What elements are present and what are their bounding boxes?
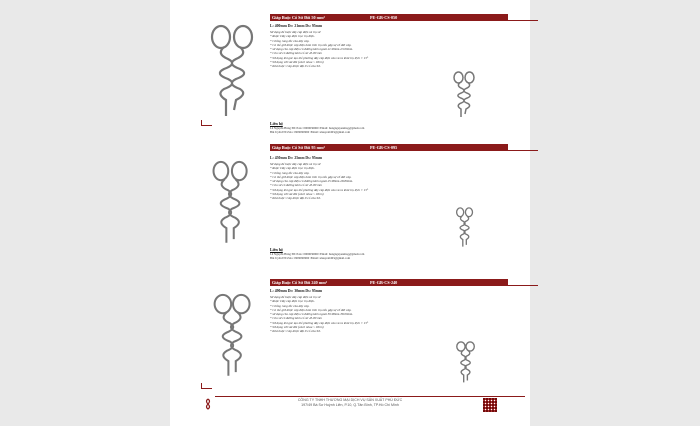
company-logo-icon	[204, 398, 212, 410]
bullet: * Cho sứ có đường kính cổ sứ 43-80 mm	[270, 316, 322, 321]
product-section-2	[170, 144, 530, 264]
bullet: * Sử dụng khi góc tạo thể phương dây cáp điện vào và ra khỏi trụ lệch > 15°	[270, 320, 369, 325]
title-rule	[408, 20, 538, 21]
title-rule	[408, 150, 538, 151]
product-bullets	[270, 295, 368, 334]
product-section-1	[170, 14, 530, 134]
bullet: * Sử dụng với vải đôi (cách nhau ~ 18cm)	[270, 192, 324, 197]
product-bullets	[270, 30, 368, 69]
bullet: * Ruột: Dây cáp điện trục trụ điện.	[270, 34, 315, 39]
bullet: * Ruột: Dây cáp điện trục trụ điện.	[270, 299, 315, 304]
bullet: * Sử dụng với vải đôi (cách nhau ~ 18cm)	[270, 60, 324, 65]
product-image-small	[452, 70, 477, 122]
product-image-large	[210, 293, 256, 385]
contact-row: Lê Nguyễn Hùng ĐT/Zalo: 0909636960 /Email: hungnguyenmag@gmail.com	[270, 252, 365, 256]
product-dimensions: L: 490mm Dc: 30mm Ds: 95mm	[270, 289, 322, 293]
contact-title: Liên hệ	[270, 121, 283, 126]
product-code: PE-GB-CS-095	[370, 145, 398, 150]
product-image-small	[454, 206, 476, 252]
bullet: * Chống rung lắc của dây cáp.	[270, 303, 310, 308]
product-title: Giáp Buộc Cổ Sứ Đôi 50 mm²	[272, 15, 325, 20]
bullet: * Chống rung lắc của dây cáp.	[270, 38, 310, 43]
bullet: * Có thể giữ được cáp điện luôn trên trụ nếu gặp sự cố đứt cáp.	[270, 174, 352, 179]
product-bullets	[270, 162, 368, 201]
corner-mark	[201, 120, 212, 126]
product-dimensions: L: 400mm Dc: 21mm Ds: 95mm	[270, 24, 322, 28]
footer	[240, 398, 460, 407]
bullet: * Cho sứ có đường kính cổ sứ 43-80 mm	[270, 51, 322, 56]
contact-row: Bùi Uyên ĐT/Zalo: 0909090960 /Email: uluuyenbl63@gmail.com	[270, 130, 351, 134]
bullet: * Sử dụng với vải đôi (cách nhau ~ 18cm)	[270, 325, 324, 330]
bullet: * Khả buộc: Cáp được đặt ở cổ của Sứ.	[270, 64, 321, 69]
product-code: PE-GB-CS-240	[370, 280, 398, 285]
title-rule	[408, 285, 538, 286]
bullet: * Khả buộc: Cáp được đặt ở cổ của Sứ.	[270, 196, 321, 201]
product-image-small	[454, 341, 478, 387]
bullet: Sử dụng để buộc dây cáp điện và trụ sứ	[270, 30, 321, 34]
bullet: * Khả buộc: Cáp được đặt ở cổ của Sứ.	[270, 329, 321, 334]
bullet: Sử dụng để buộc dây cáp điện và trụ sứ	[270, 162, 321, 166]
bullet: * Chống rung lắc của dây cáp.	[270, 170, 310, 175]
contact-title: Liên hệ	[270, 247, 283, 252]
contact-row: Lê Nguyễn Hùng ĐT/Zalo: 0909636960 /Email: hungnguyenmag@gmail.com	[270, 126, 365, 130]
product-image-large	[208, 24, 258, 124]
contact-block	[270, 122, 364, 134]
bullet: * Cho sứ có đường kính cổ sứ 43-80 mm	[270, 183, 322, 188]
bullet: Sử dụng để buộc dây cáp điện và trụ sứ	[270, 295, 321, 299]
contact-block	[270, 248, 364, 260]
bullet: * Sử dụng khi góc tạo thể phương dây cáp điện vào và ra khỏi trụ lệch > 15°	[270, 187, 369, 192]
footer-company: CÔNG TY TNHH THƯƠNG MẠI DỊCH VỤ SẢN XUẤT PHÚ ĐỨC	[297, 398, 403, 402]
footer-address: 197/49 Bà Sư Huỳnh Liên, P.10, Q.Tân Bình, TP.Hồ Chí Minh	[301, 402, 399, 407]
product-code: PE-GB-CS-050	[370, 15, 398, 20]
product-image-large	[208, 160, 254, 252]
product-title: Giáp Buộc Cổ Sứ Đôi 95 mm²	[272, 145, 325, 150]
bullet: * sử dụng cho cáp điện có đường kính ngoài 30.98mm-38.09mm.	[270, 312, 353, 317]
contact-row: Bùi Uyên ĐT/Zalo: 0909090960 /Email: uluuyenbl63@gmail.com	[270, 256, 351, 260]
qr-code-icon	[483, 398, 497, 412]
bullet: * Ruột: Dây cáp điện trục trụ điện.	[270, 166, 315, 171]
product-dimensions: L: 450mm Dc: 25mm Ds: 95mm	[270, 156, 322, 160]
bullet: * Sử dụng khi góc tạo thể phương dây cáp điện vào và ra khỏi trụ lệch > 15°	[270, 55, 369, 60]
bullet: * sử dụng cho cáp điện có đường kính ngoài 25.98mm-28.89mm.	[270, 179, 353, 184]
bullet: * Có thể giữ được cáp điện luôn trên trụ nếu gặp sự cố đứt cáp.	[270, 307, 352, 312]
corner-mark	[201, 383, 212, 389]
product-section-3	[170, 279, 530, 389]
product-title: Giáp Buộc Cổ Sứ Đôi 240 mm²	[272, 280, 327, 285]
bullet: * Có thể giữ được cáp điện luôn trên trụ nếu gặp sự cố đứt cáp.	[270, 42, 352, 47]
footer-rule	[215, 396, 525, 397]
bullet: * sử dụng cho cáp điện có đường kính ngoài 21.99mm-23.09mm.	[270, 47, 353, 52]
